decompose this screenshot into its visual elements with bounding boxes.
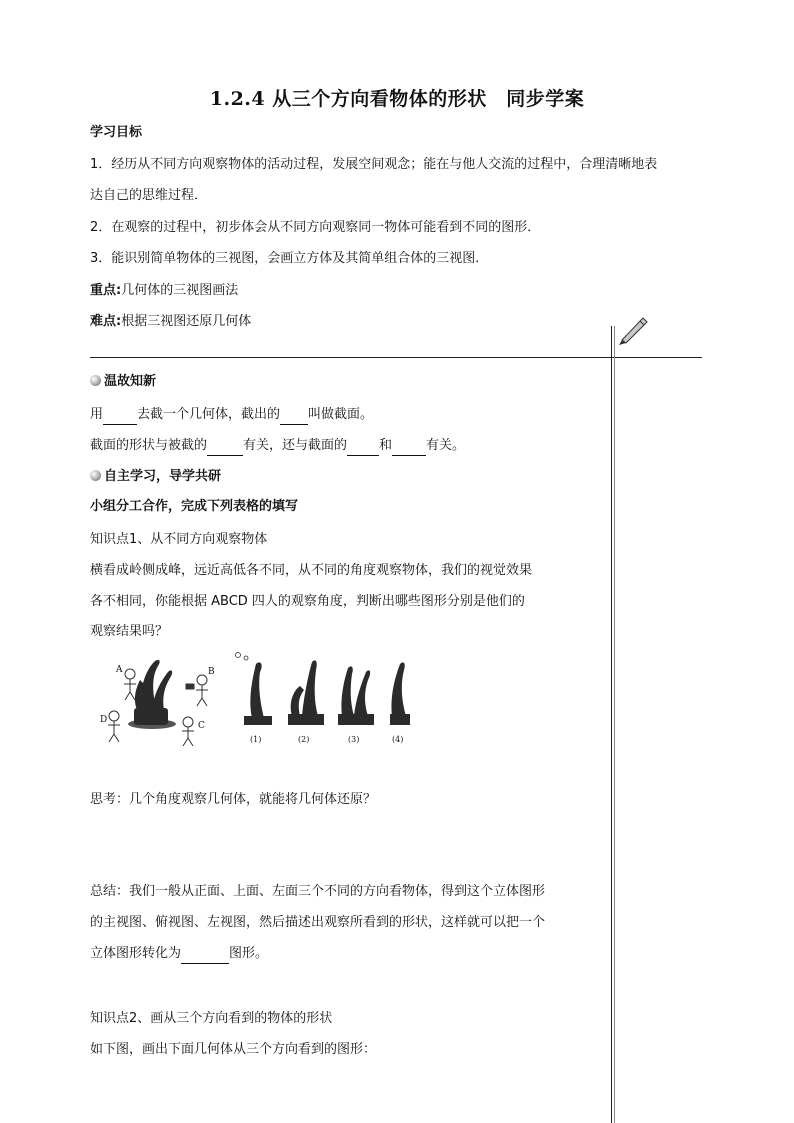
view-3 — [338, 666, 374, 725]
observer-b — [186, 675, 208, 706]
bullet-icon — [90, 375, 101, 386]
pen-icon — [616, 312, 650, 346]
observer-label-d: D — [100, 715, 108, 725]
kp1-line-3: 观察结果吗？ — [90, 624, 169, 639]
key-point-label: 重点: — [90, 283, 122, 298]
fill-blank[interactable] — [181, 949, 229, 964]
key-point — [90, 281, 238, 301]
review-line-2: 截面的形状与被截的 有关，还与截面的 和 有关。 — [90, 436, 465, 456]
objective-2: 2．在观察的过程中，初步体会从不同方向观察同一物体可能看到不同的图形． — [90, 220, 541, 235]
summary-line-3: 立体图形转化为 图形。 — [90, 944, 268, 964]
view-4 — [390, 662, 410, 725]
view-label-2: (2) — [298, 735, 310, 744]
review-heading: 温故知新 — [90, 372, 156, 392]
fill-blank[interactable] — [280, 410, 308, 425]
difficult-point-label: 难点: — [90, 314, 122, 329]
summary-line-1: 总结：我们一般从正面、上面、左面三个不同的方向看物体，得到这个立体图形 — [90, 884, 546, 899]
knowledge-point-2-title: 知识点2、画从三个方向看到的物体的形状 — [90, 1011, 333, 1026]
margin-rule — [611, 326, 612, 1123]
think-question: 思考：几个角度观察几何体，就能将几何体还原？ — [90, 792, 377, 807]
summary-line-2: 的主视图、俯视图、左视图，然后描述出观察所看到的形状，这样就可以把一个 — [90, 915, 546, 930]
view-label-3: (3) — [348, 735, 360, 744]
self-study-subheading: 小组分工合作，完成下列表格的填写 — [90, 499, 299, 514]
view-1 — [236, 653, 273, 726]
kp1-line-2: 各不相同，你能根据 ABCD 四人的观察角度，判断出哪些图形分别是他们的 — [90, 594, 525, 609]
observer-label-c: C — [198, 721, 205, 731]
bullet-icon — [90, 470, 101, 481]
observer-label-b: B — [208, 667, 215, 677]
objective-1-line-1: 1．经历从不同方向观察物体的活动过程，发展空间观念；能在与他人交流的过程中，合理清晰地表 — [90, 157, 658, 172]
view-label-4: (4) — [392, 735, 404, 744]
observer-label-a: A — [116, 665, 123, 675]
fill-blank[interactable] — [103, 410, 137, 425]
margin-rule-inner — [614, 326, 615, 1123]
objectives-heading: 学习目标 — [90, 125, 143, 140]
observation-figure — [92, 650, 414, 750]
kp2-line-1: 如下图，画出下面几何体从三个方向看到的图形： — [90, 1042, 377, 1057]
self-study-heading: 自主学习，导学共研 — [90, 467, 221, 487]
objective-3: 3．能识别简单物体的三视图，会画立方体及其简单组合体的三视图． — [90, 251, 489, 266]
observer-a — [124, 669, 136, 700]
observer-d — [108, 711, 120, 742]
sculpture-scene — [128, 660, 176, 729]
view-label-1: (1) — [250, 735, 262, 744]
fill-blank[interactable] — [207, 441, 243, 456]
review-line-1: 用 去截一个几何体，截出的 叫做截面。 — [90, 405, 373, 425]
page-title: 1.2.4 从三个方向看物体的形状 同步学案 — [209, 88, 585, 110]
key-point-text: 几何体的三视图画法 — [121, 283, 239, 298]
fill-blank[interactable] — [392, 441, 426, 456]
knowledge-point-1-title: 知识点1、从不同方向观察物体 — [90, 532, 268, 547]
fill-blank[interactable] — [347, 441, 379, 456]
difficult-point-text: 根据三视图还原几何体 — [121, 314, 252, 329]
objective-1-line-2: 达自己的思维过程． — [90, 188, 208, 203]
observer-c — [182, 717, 194, 746]
difficult-point — [90, 312, 251, 332]
kp1-line-1: 横看成岭侧成峰，远近高低各不同，从不同的角度观察物体，我们的视觉效果 — [90, 563, 533, 578]
view-2 — [288, 660, 324, 725]
